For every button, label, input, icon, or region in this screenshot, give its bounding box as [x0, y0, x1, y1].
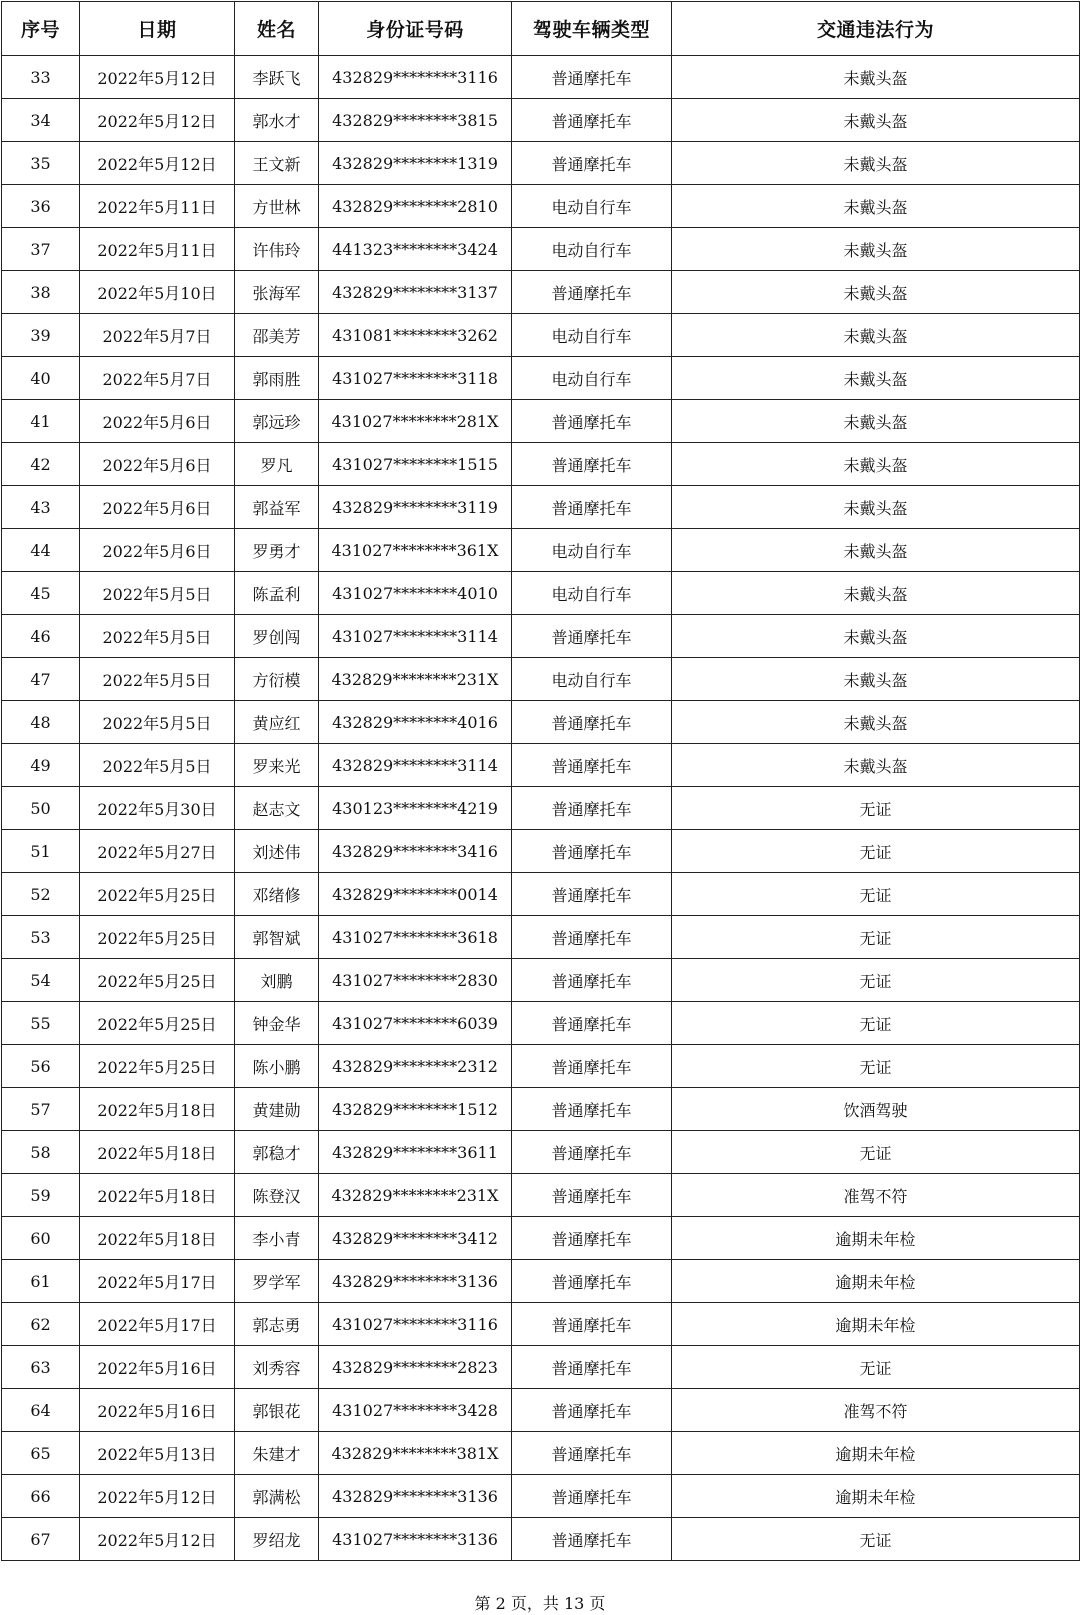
name-cell: 郭水才: [235, 99, 319, 142]
table-row: [2, 443, 1080, 486]
table-row: [2, 400, 1080, 443]
table-row: [2, 959, 1080, 1002]
table-body: [2, 56, 1080, 1561]
date-cell: 2022年5月17日: [80, 1260, 235, 1303]
date-cell: 2022年5月12日: [80, 1475, 235, 1518]
header-vehicle-type: 驾驶车辆类型: [512, 2, 672, 56]
vehicle-type-cell: 普通摩托车: [512, 701, 672, 744]
violation-cell: 未戴头盔: [672, 56, 1080, 99]
table-row: [2, 873, 1080, 916]
name-cell: 陈登汉: [235, 1174, 319, 1217]
violation-cell: 未戴头盔: [672, 357, 1080, 400]
vehicle-type-cell: 普通摩托车: [512, 959, 672, 1002]
serial-number-cell: 36: [2, 185, 80, 228]
serial-number-cell: 48: [2, 701, 80, 744]
table-row: [2, 1088, 1080, 1131]
violation-cell: 未戴头盔: [672, 744, 1080, 787]
date-cell: 2022年5月25日: [80, 1002, 235, 1045]
id-number-cell: 431027********1515: [319, 443, 512, 486]
id-number-cell: 431027********4010: [319, 572, 512, 615]
name-cell: 郭智斌: [235, 916, 319, 959]
serial-number-cell: 39: [2, 314, 80, 357]
vehicle-type-cell: 普通摩托车: [512, 1217, 672, 1260]
id-number-cell: 432829********3119: [319, 486, 512, 529]
vehicle-type-cell: 普通摩托车: [512, 873, 672, 916]
violation-cell: 无证: [672, 787, 1080, 830]
serial-number-cell: 59: [2, 1174, 80, 1217]
id-number-cell: 441323********3424: [319, 228, 512, 271]
name-cell: 罗创闯: [235, 615, 319, 658]
id-number-cell: 432829********3114: [319, 744, 512, 787]
id-number-cell: 431027********6039: [319, 1002, 512, 1045]
table-row: [2, 830, 1080, 873]
violation-cell: 准驾不符: [672, 1389, 1080, 1432]
id-number-cell: 432829********2312: [319, 1045, 512, 1088]
violation-cell: 未戴头盔: [672, 443, 1080, 486]
violation-cell: 逾期未年检: [672, 1303, 1080, 1346]
id-number-cell: 431027********281X: [319, 400, 512, 443]
date-cell: 2022年5月6日: [80, 443, 235, 486]
vehicle-type-cell: 普通摩托车: [512, 443, 672, 486]
date-cell: 2022年5月12日: [80, 56, 235, 99]
violation-cell: 未戴头盔: [672, 400, 1080, 443]
header-name: 姓名: [235, 2, 319, 56]
name-cell: 王文新: [235, 142, 319, 185]
date-cell: 2022年5月18日: [80, 1217, 235, 1260]
serial-number-cell: 60: [2, 1217, 80, 1260]
table-row: [2, 572, 1080, 615]
date-cell: 2022年5月30日: [80, 787, 235, 830]
date-cell: 2022年5月16日: [80, 1346, 235, 1389]
serial-number-cell: 56: [2, 1045, 80, 1088]
serial-number-cell: 67: [2, 1518, 80, 1561]
name-cell: 刘述伟: [235, 830, 319, 873]
violation-cell: 未戴头盔: [672, 99, 1080, 142]
date-cell: 2022年5月12日: [80, 142, 235, 185]
name-cell: 黄建勋: [235, 1088, 319, 1131]
date-cell: 2022年5月25日: [80, 873, 235, 916]
vehicle-type-cell: 普通摩托车: [512, 1131, 672, 1174]
serial-number-cell: 53: [2, 916, 80, 959]
id-number-cell: 430123********4219: [319, 787, 512, 830]
date-cell: 2022年5月12日: [80, 99, 235, 142]
vehicle-type-cell: 普通摩托车: [512, 99, 672, 142]
table-row: [2, 1002, 1080, 1045]
violation-cell: 无证: [672, 959, 1080, 1002]
violation-cell: 未戴头盔: [672, 701, 1080, 744]
serial-number-cell: 58: [2, 1131, 80, 1174]
date-cell: 2022年5月25日: [80, 1045, 235, 1088]
table-row: [2, 787, 1080, 830]
table-row: [2, 1174, 1080, 1217]
vehicle-type-cell: 电动自行车: [512, 658, 672, 701]
serial-number-cell: 37: [2, 228, 80, 271]
violation-cell: 准驾不符: [672, 1174, 1080, 1217]
table-row: [2, 314, 1080, 357]
table-row: [2, 701, 1080, 744]
vehicle-type-cell: 普通摩托车: [512, 271, 672, 314]
name-cell: 陈孟利: [235, 572, 319, 615]
serial-number-cell: 63: [2, 1346, 80, 1389]
table-row: [2, 1346, 1080, 1389]
table-row: [2, 615, 1080, 658]
violation-cell: 饮酒驾驶: [672, 1088, 1080, 1131]
table-row: [2, 1303, 1080, 1346]
violation-cell: 未戴头盔: [672, 271, 1080, 314]
vehicle-type-cell: 普通摩托车: [512, 916, 672, 959]
table-row: [2, 142, 1080, 185]
serial-number-cell: 47: [2, 658, 80, 701]
serial-number-cell: 44: [2, 529, 80, 572]
serial-number-cell: 65: [2, 1432, 80, 1475]
id-number-cell: 431081********3262: [319, 314, 512, 357]
id-number-cell: 432829********4016: [319, 701, 512, 744]
vehicle-type-cell: 普通摩托车: [512, 1088, 672, 1131]
date-cell: 2022年5月7日: [80, 357, 235, 400]
vehicle-type-cell: 普通摩托车: [512, 56, 672, 99]
name-cell: 黄应红: [235, 701, 319, 744]
name-cell: 邓绪修: [235, 873, 319, 916]
id-number-cell: 431027********3618: [319, 916, 512, 959]
vehicle-type-cell: 普通摩托车: [512, 1303, 672, 1346]
date-cell: 2022年5月25日: [80, 959, 235, 1002]
header-date: 日期: [80, 2, 235, 56]
violation-cell: 未戴头盔: [672, 486, 1080, 529]
name-cell: 罗来光: [235, 744, 319, 787]
table-row: [2, 99, 1080, 142]
name-cell: 罗学军: [235, 1260, 319, 1303]
table-row: [2, 658, 1080, 701]
vehicle-type-cell: 普通摩托车: [512, 1475, 672, 1518]
date-cell: 2022年5月18日: [80, 1088, 235, 1131]
date-cell: 2022年5月10日: [80, 271, 235, 314]
serial-number-cell: 33: [2, 56, 80, 99]
id-number-cell: 431027********361X: [319, 529, 512, 572]
violation-cell: 无证: [672, 873, 1080, 916]
vehicle-type-cell: 普通摩托车: [512, 830, 672, 873]
header-id-number: 身份证号码: [319, 2, 512, 56]
id-number-cell: 432829********3611: [319, 1131, 512, 1174]
date-cell: 2022年5月25日: [80, 916, 235, 959]
id-number-cell: 432829********381X: [319, 1432, 512, 1475]
violation-cell: 逾期未年检: [672, 1432, 1080, 1475]
date-cell: 2022年5月5日: [80, 572, 235, 615]
id-number-cell: 431027********3118: [319, 357, 512, 400]
violations-table: [1, 1, 1080, 1561]
name-cell: 郭满松: [235, 1475, 319, 1518]
serial-number-cell: 55: [2, 1002, 80, 1045]
vehicle-type-cell: 普通摩托车: [512, 1389, 672, 1432]
serial-number-cell: 66: [2, 1475, 80, 1518]
date-cell: 2022年5月12日: [80, 1518, 235, 1561]
table-row: [2, 1045, 1080, 1088]
name-cell: 方世林: [235, 185, 319, 228]
name-cell: 郭雨胜: [235, 357, 319, 400]
serial-number-cell: 41: [2, 400, 80, 443]
date-cell: 2022年5月6日: [80, 486, 235, 529]
name-cell: 罗勇才: [235, 529, 319, 572]
vehicle-type-cell: 普通摩托车: [512, 1002, 672, 1045]
vehicle-type-cell: 普通摩托车: [512, 1045, 672, 1088]
serial-number-cell: 42: [2, 443, 80, 486]
vehicle-type-cell: 普通摩托车: [512, 787, 672, 830]
table-row: [2, 1217, 1080, 1260]
id-number-cell: 432829********3815: [319, 99, 512, 142]
vehicle-type-cell: 普通摩托车: [512, 1260, 672, 1303]
vehicle-type-cell: 普通摩托车: [512, 1518, 672, 1561]
id-number-cell: 432829********0014: [319, 873, 512, 916]
date-cell: 2022年5月27日: [80, 830, 235, 873]
name-cell: 郭远珍: [235, 400, 319, 443]
serial-number-cell: 64: [2, 1389, 80, 1432]
name-cell: 赵志文: [235, 787, 319, 830]
serial-number-cell: 34: [2, 99, 80, 142]
name-cell: 郭稳才: [235, 1131, 319, 1174]
id-number-cell: 431027********3136: [319, 1518, 512, 1561]
date-cell: 2022年5月16日: [80, 1389, 235, 1432]
violation-cell: 无证: [672, 1045, 1080, 1088]
vehicle-type-cell: 电动自行车: [512, 357, 672, 400]
table-row: [2, 1518, 1080, 1561]
id-number-cell: 432829********231X: [319, 1174, 512, 1217]
table-row: [2, 744, 1080, 787]
name-cell: 郭益军: [235, 486, 319, 529]
id-number-cell: 432829********3136: [319, 1475, 512, 1518]
violation-cell: 无证: [672, 830, 1080, 873]
violation-cell: 未戴头盔: [672, 658, 1080, 701]
id-number-cell: 432829********3116: [319, 56, 512, 99]
table-row: [2, 1475, 1080, 1518]
table-row: [2, 1260, 1080, 1303]
name-cell: 朱建才: [235, 1432, 319, 1475]
violation-cell: 未戴头盔: [672, 185, 1080, 228]
name-cell: 李小青: [235, 1217, 319, 1260]
id-number-cell: 431027********3114: [319, 615, 512, 658]
id-number-cell: 431027********3116: [319, 1303, 512, 1346]
violation-cell: 未戴头盔: [672, 615, 1080, 658]
table-row: [2, 1389, 1080, 1432]
date-cell: 2022年5月13日: [80, 1432, 235, 1475]
document-page: [1, 1, 1079, 1561]
name-cell: 郭志勇: [235, 1303, 319, 1346]
name-cell: 张海军: [235, 271, 319, 314]
name-cell: 陈小鹏: [235, 1045, 319, 1088]
vehicle-type-cell: 电动自行车: [512, 529, 672, 572]
serial-number-cell: 35: [2, 142, 80, 185]
id-number-cell: 432829********1319: [319, 142, 512, 185]
name-cell: 邵美芳: [235, 314, 319, 357]
table-row: [2, 916, 1080, 959]
vehicle-type-cell: 普通摩托车: [512, 615, 672, 658]
violation-cell: 未戴头盔: [672, 142, 1080, 185]
id-number-cell: 432829********2823: [319, 1346, 512, 1389]
name-cell: 刘秀容: [235, 1346, 319, 1389]
id-number-cell: 432829********3136: [319, 1260, 512, 1303]
serial-number-cell: 61: [2, 1260, 80, 1303]
violation-cell: 逾期未年检: [672, 1217, 1080, 1260]
table-row: [2, 529, 1080, 572]
vehicle-type-cell: 普通摩托车: [512, 1174, 672, 1217]
date-cell: 2022年5月17日: [80, 1303, 235, 1346]
name-cell: 罗凡: [235, 443, 319, 486]
serial-number-cell: 38: [2, 271, 80, 314]
table-row: [2, 228, 1080, 271]
serial-number-cell: 62: [2, 1303, 80, 1346]
vehicle-type-cell: 电动自行车: [512, 228, 672, 271]
date-cell: 2022年5月7日: [80, 314, 235, 357]
violation-cell: 无证: [672, 1346, 1080, 1389]
vehicle-type-cell: 普通摩托车: [512, 744, 672, 787]
name-cell: 许伟玲: [235, 228, 319, 271]
vehicle-type-cell: 电动自行车: [512, 185, 672, 228]
vehicle-type-cell: 普通摩托车: [512, 142, 672, 185]
id-number-cell: 432829********3137: [319, 271, 512, 314]
header-serial-number: 序号: [2, 2, 80, 56]
name-cell: 李跃飞: [235, 56, 319, 99]
table-row: [2, 56, 1080, 99]
vehicle-type-cell: 电动自行车: [512, 572, 672, 615]
table-row: [2, 185, 1080, 228]
date-cell: 2022年5月5日: [80, 615, 235, 658]
date-cell: 2022年5月5日: [80, 701, 235, 744]
serial-number-cell: 57: [2, 1088, 80, 1131]
id-number-cell: 432829********231X: [319, 658, 512, 701]
table-row: [2, 1131, 1080, 1174]
page-footer: 第 2 页，共 13 页: [474, 1594, 606, 1613]
serial-number-cell: 52: [2, 873, 80, 916]
id-number-cell: 432829********1512: [319, 1088, 512, 1131]
violation-cell: 未戴头盔: [672, 228, 1080, 271]
serial-number-cell: 43: [2, 486, 80, 529]
serial-number-cell: 51: [2, 830, 80, 873]
violation-cell: 无证: [672, 916, 1080, 959]
violation-cell: 逾期未年检: [672, 1260, 1080, 1303]
id-number-cell: 432829********2810: [319, 185, 512, 228]
serial-number-cell: 50: [2, 787, 80, 830]
violation-cell: 未戴头盔: [672, 314, 1080, 357]
vehicle-type-cell: 电动自行车: [512, 314, 672, 357]
name-cell: 刘鹏: [235, 959, 319, 1002]
vehicle-type-cell: 普通摩托车: [512, 486, 672, 529]
table-row: [2, 1432, 1080, 1475]
name-cell: 郭银花: [235, 1389, 319, 1432]
violation-cell: 逾期未年检: [672, 1475, 1080, 1518]
table-header-row: [2, 2, 1080, 56]
table-row: [2, 271, 1080, 314]
name-cell: 罗绍龙: [235, 1518, 319, 1561]
date-cell: 2022年5月5日: [80, 744, 235, 787]
table-row: [2, 486, 1080, 529]
table-row: [2, 357, 1080, 400]
serial-number-cell: 49: [2, 744, 80, 787]
serial-number-cell: 46: [2, 615, 80, 658]
serial-number-cell: 45: [2, 572, 80, 615]
date-cell: 2022年5月11日: [80, 185, 235, 228]
date-cell: 2022年5月18日: [80, 1131, 235, 1174]
id-number-cell: 431027********2830: [319, 959, 512, 1002]
name-cell: 钟金华: [235, 1002, 319, 1045]
id-number-cell: 432829********3416: [319, 830, 512, 873]
vehicle-type-cell: 普通摩托车: [512, 400, 672, 443]
id-number-cell: 432829********3412: [319, 1217, 512, 1260]
violation-cell: 无证: [672, 1002, 1080, 1045]
vehicle-type-cell: 普通摩托车: [512, 1432, 672, 1475]
vehicle-type-cell: 普通摩托车: [512, 1346, 672, 1389]
name-cell: 方衍模: [235, 658, 319, 701]
date-cell: 2022年5月5日: [80, 658, 235, 701]
date-cell: 2022年5月6日: [80, 529, 235, 572]
date-cell: 2022年5月11日: [80, 228, 235, 271]
header-violation: 交通违法行为: [672, 2, 1080, 56]
violation-cell: 无证: [672, 1518, 1080, 1561]
serial-number-cell: 54: [2, 959, 80, 1002]
violation-cell: 未戴头盔: [672, 572, 1080, 615]
id-number-cell: 431027********3428: [319, 1389, 512, 1432]
violation-cell: 无证: [672, 1131, 1080, 1174]
date-cell: 2022年5月18日: [80, 1174, 235, 1217]
date-cell: 2022年5月6日: [80, 400, 235, 443]
violation-cell: 未戴头盔: [672, 529, 1080, 572]
serial-number-cell: 40: [2, 357, 80, 400]
